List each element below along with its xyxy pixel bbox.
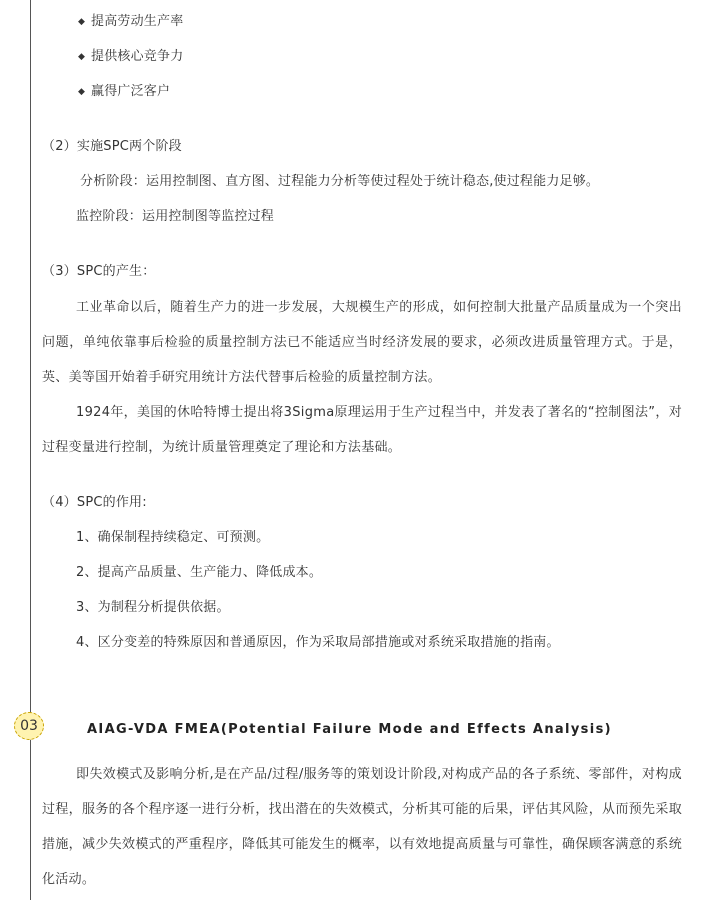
list-item: 3、为制程分析提供依据。 (76, 600, 230, 615)
list-item: 1、确保制程持续稳定、可预测。 (76, 530, 270, 545)
benefit-item: 赢得广泛客户 (91, 84, 171, 99)
bullet-icon: ◆ (78, 52, 85, 62)
section-heading: AIAG-VDA FMEA(Potential Failure Mode and Effects Analysis) (87, 722, 612, 737)
history-paragraph: 工业革命以后，随着生产力的进一步发展，大规模生产的形成，如何控制大批量产品质量成为一个突出问题，单纯依靠事后检验的质量控制方法已不能适应当时经济发展的要求，必须改进质量管理方式。于是，英、美等国开始着手研究用统计方法代替事后检验的质量控制方法。 (42, 300, 682, 385)
section-number-badge: 03 (14, 712, 44, 740)
benefit-item: 提高劳动生产率 (91, 14, 184, 29)
benefit-item: 提供核心竞争力 (91, 49, 184, 64)
section-title: （3）SPC的产生： (42, 264, 156, 279)
left-border-line (30, 0, 31, 900)
list-item: 4、区分变差的特殊原因和普通原因，作为采取局部措施或对系统采取措施的指南。 (76, 635, 560, 650)
section-title: （2）实施SPC两个阶段 (42, 139, 182, 154)
fmea-paragraph: 即失效模式及影响分析,是在产品/过程/服务等的策划设计阶段,对构成产品的各子系统、零部件，对构成过程，服务的各个程序逐一进行分析，找出潜在的失效模式，分析其可能的后果，评估其风险，从而预先采取措施，减少失效模式的严重程序，降低其可能发生的概率，以有效地提高质量与可靠性，确保顾客满意的系统化活动。 (42, 767, 682, 887)
shewhart-paragraph: 1924年，美国的休哈特博士提出将3Sigma原理运用于生产过程当中，并发表了著名的“控制图法”，对过程变量进行控制，为统计质量管理奠定了理论和方法基础。 (42, 405, 682, 455)
list-item: 2、提高产品质量、生产能力、降低成本。 (76, 565, 323, 580)
section-title: （4）SPC的作用: (42, 495, 147, 510)
monitoring-stage-text: 监控阶段：运用控制图等监控过程 (76, 209, 275, 224)
bullet-icon: ◆ (78, 17, 85, 27)
analysis-stage-text: 分析阶段：运用控制图、直方图、过程能力分析等使过程处于统计稳态,使过程能力足够。 (80, 174, 600, 189)
bullet-icon: ◆ (78, 87, 85, 97)
